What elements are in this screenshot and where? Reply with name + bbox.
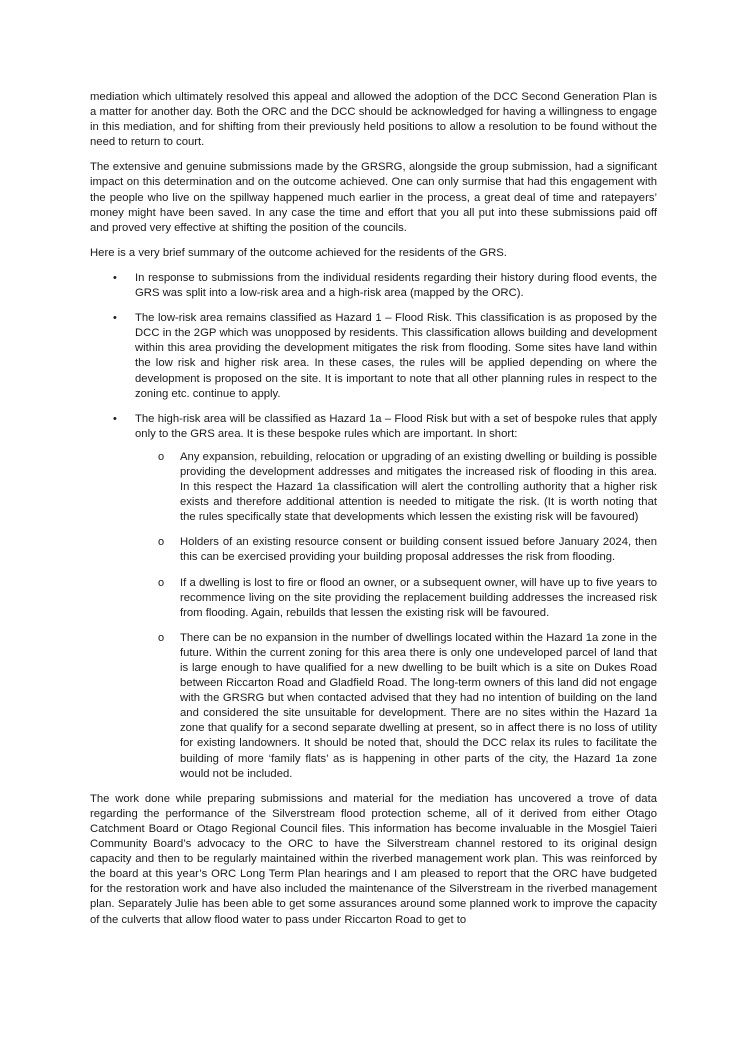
body-paragraph: The extensive and genuine submissions made by the GRSRG, alongside the group submission, had a significant impact on this determination and on the outcome achieved. One can only surmise that had this engagement with the people who live on the spillway happened much earlier in the process, a great deal of time and ratepayers’ money might have been saved. In any case the time and effort that you all put into these submissions paid off and proved very effective at shifting the position of the councils. [90,161,657,234]
outcome-bullet-list [90,271,657,782]
bullet-marker: • [113,271,117,284]
bullet-text: In response to submissions from the individual residents regarding their history during flood events, the GRS was split into a low-risk area and a high-risk area (mapped by the ORC). [135,271,657,300]
bullet-marker: • [113,312,117,325]
sub-bullet-marker: o [158,450,165,463]
body-paragraph: mediation which ultimately resolved this appeal and allowed the adoption of the DCC Second Generation Plan is a matter for another day. Both the ORC and the DCC should be acknowledged for having a willingness to engage in this mediation, and for shifting from their previously held positions to allow a resolution to be found without the need to return to court. [90,91,657,149]
bullet-item [90,412,657,782]
sub-bullet-item [135,631,657,782]
bullet-item [90,311,657,402]
sub-bullet-text: If a dwelling is lost to fire or flood an owner, or a subsequent owner, will have up to five years to recommence living on the site providing the replacement building addresses the increased risk from flooding. Again, rebuilds that lessen the existing risk will be favoured. [180,576,657,619]
sub-bullet-marker: o [158,536,165,549]
body-paragraph: Here is a very brief summary of the outcome achieved for the residents of the GRS. [90,246,507,259]
bullet-item [90,271,657,301]
sub-bullet-item [135,576,657,621]
bespoke-rules-sub-list [135,450,657,782]
sub-bullet-marker: o [158,576,165,589]
sub-bullet-text: Any expansion, rebuilding, relocation or upgrading of an existing dwelling or building is possible providing the development addresses and mitigates the increased risk of flooding in this area. In this respect the Hazard 1a classification will alert the controlling authority that a higher risk exists and therefore additional attention is needed to mitigate the risk. (It is worth noting that the rules specifically state that developments which lessen the existing risk will be favoured) [180,450,657,524]
sub-bullet-item [135,450,657,525]
bullet-text: The low-risk area remains classified as Hazard 1 – Flood Risk. This classification is as proposed by the DCC in the 2GP which was unopposed by residents. This classification allows building and development within this area providing the development mitigates the risk from flooding. Some sites have land within the low risk and higher risk area. In these cases, the rules will be applied depending on where the development is proposed on the site. It is important to note that all other planning rules in respect to the zoning etc. continue to apply. [135,312,657,400]
bullet-text: The high-risk area will be classified as Hazard 1a – Flood Risk but with a set of bespoke rules that apply only to the GRS area. It is these bespoke rules which are important. In short: [135,412,657,440]
sub-bullet-marker: o [158,631,165,644]
sub-bullet-text: There can be no expansion in the number of dwellings located within the Hazard 1a zone in the future. Within the current zoning for this area there is only one undeveloped parcel of land that is large enough to have qualified for a new dwelling to be built which is a site on Dukes Road between Riccarton Road and Gladfield Road. The long-term owners of this land did not engage with the GRSRG but when contacted advised that they had no intention of building on the land and considered the site unsuitable for development. There are no sites within the Hazard 1a zone that qualify for a second separate dwelling at present, so in affect there is no loss of utility for existing landowners. It should be noted that, should the DCC relax its rules to facilitate the building of more ‘family flats’ as is happening in other parts of the city, the Hazard 1a zone would not be included. [180,631,657,780]
body-paragraph: The work done while preparing submissions and material for the mediation has uncovered a trove of data regarding the performance of the Silverstream flood protection scheme, all of it derived from either Otago Catchment Board or Otago Regional Council files. This information has become invaluable in the Mosgiel Taieri Community Board’s advocacy to the ORC to have the Silverstream channel restored to its original design capacity and then to be regularly maintained within the riverbed management work plan. This was reinforced by the board at this year’s ORC Long Term Plan hearings and I am pleased to report that the ORC have budgeted for the restoration work and have also included the maintenance of the Silverstream in the riverbed management plan. Separately Julie has been able to get some assurances around some planned work to improve the capacity of the culverts that allow flood water to pass under Riccarton Road to get to [90,792,657,926]
bullet-marker: • [113,412,117,425]
sub-bullet-item [135,535,657,565]
sub-bullet-text: Holders of an existing resource consent or building consent issued before January 2024, then this can be exercised providing your building proposal addresses the risk from flooding. [180,536,657,564]
